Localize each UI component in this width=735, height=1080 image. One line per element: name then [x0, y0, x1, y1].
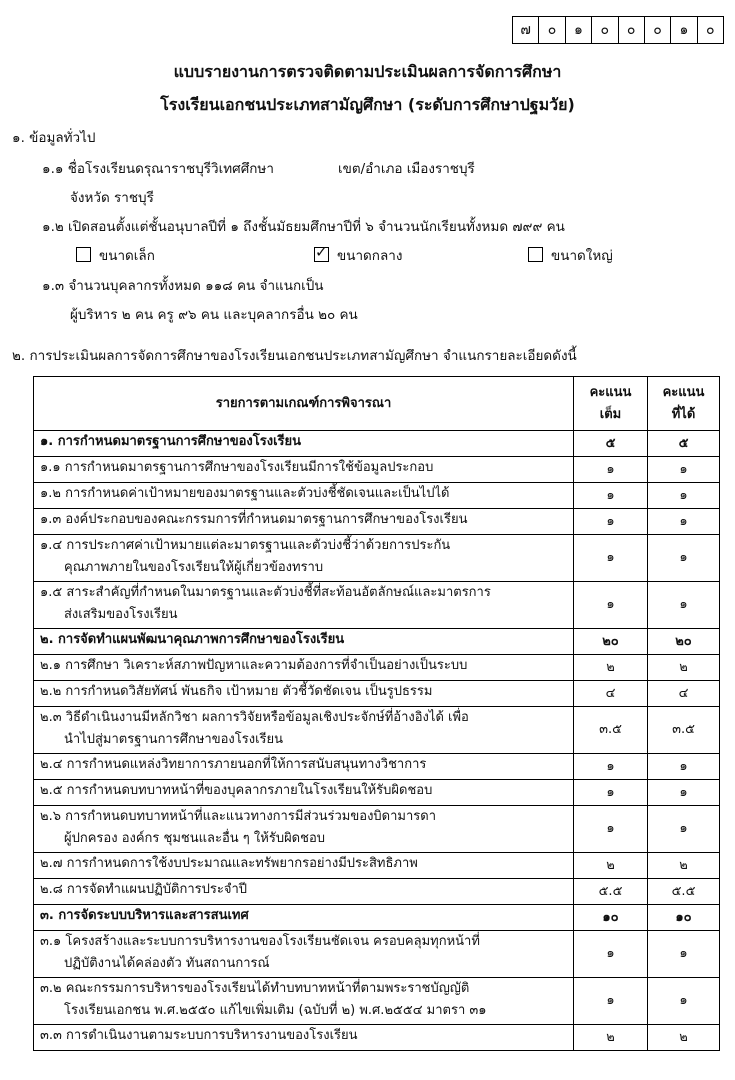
criteria-cell: [34, 879, 574, 905]
table-row: [34, 754, 720, 780]
size-large-option: [528, 244, 613, 266]
staff-total: ๑.๓ จำนวนบุคลากรทั้งหมด ๑๑๘ คน จำแนกเป็น: [42, 278, 324, 294]
doc-title-line1: แบบรายงานการตรวจติดตามประเมินผลการจัดการศึกษา: [173, 62, 562, 81]
table-row: [34, 879, 720, 905]
criteria-text-cont: โรงเรียนเอกชน พ.ศ.๒๕๕๐ แก้ไขเพิ่มเติม (ฉบับที่ ๒) พ.ศ.๒๕๕๔ มาตรา ๓๑: [64, 1003, 487, 1018]
table-row: [34, 431, 720, 457]
criteria-cell: [34, 905, 574, 931]
checkbox-checked-icon: [314, 247, 329, 262]
criteria-text: ๑. การกำหนดมาตรฐานการศึกษาของโรงเรียน: [40, 434, 302, 449]
full-score-cell: ๓.๕: [574, 707, 648, 754]
document-code: [512, 16, 724, 44]
section2-heading: ๒. การประเมินผลการจัดการศึกษาของโรงเรียนเอกชนประเภทสามัญศึกษา จำแนกรายละเอียดดังนี้: [12, 348, 577, 364]
got-score-cell: ๒๐: [648, 629, 720, 655]
table-row: [34, 931, 720, 978]
table-row: [34, 978, 720, 1025]
school-name: ๑.๑ ชื่อโรงเรียนดรุณาราชบุรีวิเทศศึกษา: [42, 161, 274, 177]
got-score-cell: ๑: [648, 978, 720, 1025]
got-score-cell: ๑๐: [648, 905, 720, 931]
province: จังหวัด ราชบุรี: [70, 190, 154, 206]
criteria-text: ๒. การจัดทำแผนพัฒนาคุณภาพการศึกษาของโรงเรียน: [40, 632, 345, 647]
got-score-cell: ๑: [648, 931, 720, 978]
table-row: [34, 806, 720, 853]
criteria-text: ๒.๒ การกำหนดวิสัยทัศน์ พันธกิจ เป้าหมาย ตัวชี้วัดชัดเจน เป็นรูปธรรม: [40, 684, 433, 699]
header-criteria: รายการตามเกณฑ์การพิจารณา: [34, 377, 574, 431]
code-digit: ๐: [591, 17, 617, 43]
table-row: [34, 1025, 720, 1051]
table-row: [34, 509, 720, 535]
enrollment-info: ๑.๒ เปิดสอนตั้งแต่ชั้นอนุบาลปีที่ ๑ ถึงชั้นมัธยมศึกษาปีที่ ๖ จำนวนนักเรียนทั้งหมด ๗๙๙ คน: [42, 219, 565, 235]
criteria-cell: [34, 853, 574, 879]
code-digit: ๐: [618, 17, 644, 43]
table-row: [34, 582, 720, 629]
table-row: [34, 681, 720, 707]
criteria-cell: [34, 629, 574, 655]
full-score-cell: ๑: [574, 978, 648, 1025]
criteria-text: ๓.๒ คณะกรรมการบริหารของโรงเรียนได้ทำบทบาทหน้าที่ตามพระราชบัญญัติ: [40, 981, 470, 996]
full-score-cell: ๑: [574, 754, 648, 780]
full-score-cell: ๑๐: [574, 905, 648, 931]
got-score-cell: ๑: [648, 535, 720, 582]
full-score-cell: ๔: [574, 681, 648, 707]
criteria-text: ๒.๕ การกำหนดบทบาทหน้าที่ของบุคลากรภายในโรงเรียนให้รับผิดชอบ: [40, 783, 433, 798]
size-medium-option: [314, 244, 402, 266]
criteria-text: ๑.๕ สาระสำคัญที่กำหนดในมาตรฐานและตัวบ่งชี้ที่สะท้อนอัตลักษณ์และมาตรการ: [40, 585, 491, 600]
got-score-cell: ๒: [648, 1025, 720, 1051]
header-full-score: [574, 377, 648, 431]
got-score-cell: ๔: [648, 681, 720, 707]
header-full-line2: เต็ม: [599, 406, 622, 422]
checkbox-unchecked-icon: [528, 247, 543, 262]
got-score-cell: ๑: [648, 509, 720, 535]
table-row: [34, 629, 720, 655]
criteria-cell: [34, 431, 574, 457]
full-score-cell: ๒: [574, 1025, 648, 1051]
full-score-cell: ๑: [574, 483, 648, 509]
header-got-line2: ที่ได้: [671, 406, 696, 422]
criteria-text: ๑.๓ องค์ประกอบของคณะกรรมการที่กำหนดมาตรฐานการศึกษาของโรงเรียน: [40, 512, 468, 527]
criteria-text-cont: ผู้ปกครอง องค์กร ชุมชนและอื่น ๆ ให้รับผิดชอบ: [64, 831, 326, 846]
doc-title-line2: โรงเรียนเอกชนประเภทสามัญศึกษา (ระดับการศึกษาปฐมวัย): [160, 95, 575, 114]
full-score-cell: ๑: [574, 509, 648, 535]
criteria-cell: [34, 582, 574, 629]
criteria-text: ๒.๖ การกำหนดบทบาทหน้าที่และแนวทางการมีส่วนร่วมของบิดามารดา: [40, 809, 437, 824]
table-row: [34, 780, 720, 806]
table-row: [34, 483, 720, 509]
full-score-cell: ๒: [574, 655, 648, 681]
full-score-cell: ๒๐: [574, 629, 648, 655]
evaluation-table: [33, 376, 720, 1051]
criteria-text-cont: ปฏิบัติงานได้คล่องตัว ทันสถานการณ์: [64, 956, 270, 971]
got-score-cell: ๑: [648, 582, 720, 629]
table-row: [34, 853, 720, 879]
criteria-cell: [34, 978, 574, 1025]
header-got-line1: คะแนน: [662, 384, 705, 400]
district: เขต/อำเภอ เมืองราชบุรี: [338, 161, 475, 177]
criteria-text: ๓.๓ การดำเนินงานตามระบบการบริหารงานของโรงเรียน: [40, 1028, 358, 1043]
table-body: [34, 431, 720, 1051]
size-small-label: ขนาดเล็ก: [99, 248, 155, 264]
criteria-text-cont: คุณภาพภายในของโรงเรียนให้ผู้เกี่ยวข้องทราบ: [64, 560, 324, 575]
code-digit: ๐: [538, 17, 564, 43]
section1-heading: ๑. ข้อมูลทั่วไป: [12, 130, 96, 146]
code-digit: ๗: [520, 22, 531, 38]
got-score-cell: ๕: [648, 431, 720, 457]
criteria-cell: [34, 457, 574, 483]
full-score-cell: ๑: [574, 806, 648, 853]
header-full-line1: คะแนน: [589, 384, 632, 400]
criteria-text: ๒.๑ การศึกษา วิเคราะห์สภาพปัญหาและความต้องการที่จำเป็นอย่างเป็นระบบ: [40, 658, 468, 673]
criteria-text: ๒.๗ การกำหนดการใช้งบประมาณและทรัพยากรอย่างมีประสิทธิภาพ: [40, 856, 418, 871]
criteria-cell: [34, 806, 574, 853]
staff-detail: ผู้บริหาร ๒ คน ครู ๙๖ คน และบุคลากรอื่น ๒๐ คน: [70, 307, 358, 323]
got-score-cell: ๕.๕: [648, 879, 720, 905]
table-row: [34, 905, 720, 931]
criteria-cell: [34, 509, 574, 535]
table-row: [34, 655, 720, 681]
criteria-text: ๒.๘ การจัดทำแผนปฏิบัติการประจำปี: [40, 882, 248, 897]
full-score-cell: ๑: [574, 582, 648, 629]
full-score-cell: ๑: [574, 780, 648, 806]
full-score-cell: ๑: [574, 535, 648, 582]
size-large-label: ขนาดใหญ่: [551, 248, 613, 264]
criteria-cell: [34, 1025, 574, 1051]
criteria-cell: [34, 707, 574, 754]
size-small-option: [76, 244, 155, 266]
header-got-score: [648, 377, 720, 431]
full-score-cell: ๑: [574, 457, 648, 483]
got-score-cell: ๑: [648, 483, 720, 509]
size-medium-label: ขนาดกลาง: [337, 248, 403, 264]
checkbox-unchecked-icon: [76, 247, 91, 262]
table-row: [34, 535, 720, 582]
criteria-text-cont: ส่งเสริมของโรงเรียน: [64, 607, 178, 622]
full-score-cell: ๕.๕: [574, 879, 648, 905]
criteria-text: ๑.๒ การกำหนดค่าเป้าหมายของมาตรฐานและตัวบ่งชี้ชัดเจนและเป็นไปได้: [40, 486, 450, 501]
code-digit: ๑: [565, 17, 591, 43]
got-score-cell: ๑: [648, 754, 720, 780]
code-digit: ๑: [670, 17, 696, 43]
got-score-cell: ๑: [648, 780, 720, 806]
criteria-cell: [34, 655, 574, 681]
criteria-cell: [34, 754, 574, 780]
criteria-text: ๑.๔ การประกาศค่าเป้าหมายแต่ละมาตรฐานและตัวบ่งชี้ว่าด้วยการประกัน: [40, 538, 451, 553]
full-score-cell: ๑: [574, 931, 648, 978]
code-digit: ๐: [644, 17, 670, 43]
got-score-cell: ๓.๕: [648, 707, 720, 754]
got-score-cell: ๒: [648, 853, 720, 879]
criteria-cell: [34, 681, 574, 707]
criteria-text-cont: นำไปสู่มาตรฐานการศึกษาของโรงเรียน: [64, 732, 283, 747]
full-score-cell: ๕: [574, 431, 648, 457]
table-row: [34, 707, 720, 754]
got-score-cell: ๑: [648, 806, 720, 853]
code-digit: ๐: [697, 17, 723, 43]
criteria-cell: [34, 483, 574, 509]
got-score-cell: ๒: [648, 655, 720, 681]
criteria-cell: [34, 780, 574, 806]
criteria-text: ๒.๓ วิธีดำเนินงานมีหลักวิชา ผลการวิจัยหรือข้อมูลเชิงประจักษ์ที่อ้างอิงได้ เพื่อ: [40, 710, 469, 725]
criteria-text: ๒.๔ การกำหนดแหล่งวิทยาการภายนอกที่ให้การสนับสนุนทางวิชาการ: [40, 757, 427, 772]
got-score-cell: ๑: [648, 457, 720, 483]
table-row: [34, 457, 720, 483]
full-score-cell: ๒: [574, 853, 648, 879]
criteria-cell: [34, 931, 574, 978]
criteria-text: ๓. การจัดระบบบริหารและสารสนเทศ: [40, 908, 249, 923]
criteria-text: ๓.๑ โครงสร้างและระบบการบริหารงานของโรงเรียนชัดเจน ครอบคลุมทุกหน้าที่: [40, 934, 480, 949]
criteria-text: ๑.๑ การกำหนดมาตรฐานการศึกษาของโรงเรียนมีการใช้ข้อมูลประกอบ: [40, 460, 434, 475]
criteria-cell: [34, 535, 574, 582]
